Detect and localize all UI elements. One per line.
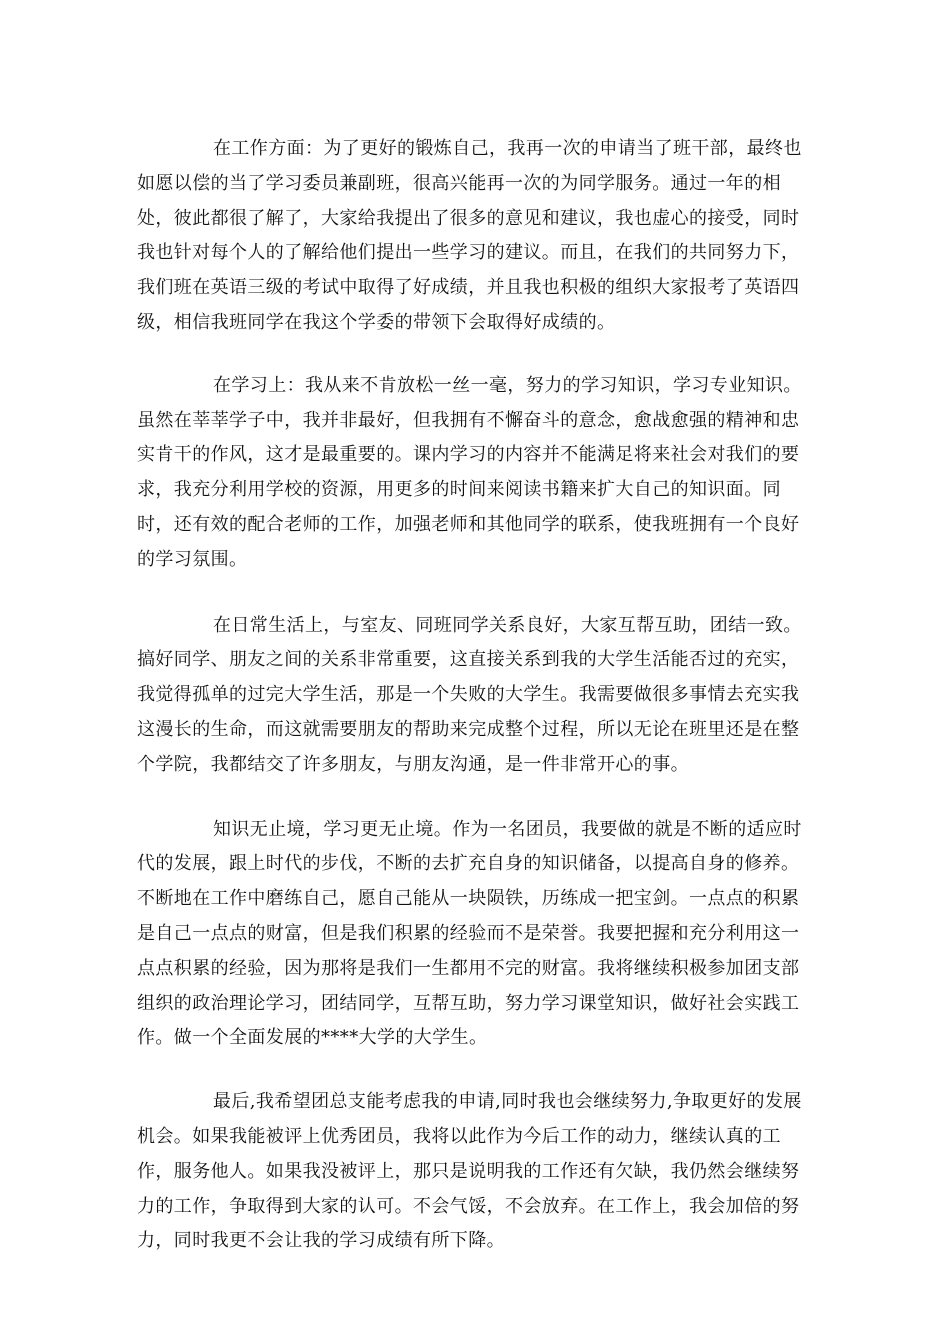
- paragraph-work: 在工作方面：为了更好的锻炼自己，我再一次的申请当了班干部，最终也如愿以偿的当了学习委员兼副班，很高兴能再一次的为同学服务。通过一年的相处，彼此都很了解了，大家给我提出了很多的意见和建议，我也虚心的接受，同时我也针对每个人的了解给他们提出一些学习的建议。而且，在我们的共同努力下，我们班在英语三级的考试中取得了好成绩，并且我也积极的组织大家报考了英语四级，相信我班同学在我这个学委的带领下会取得好成绩的。: [137, 138, 802, 333]
- paragraph-study: 在学习上：我从来不肯放松一丝一毫，努力的学习知识，学习专业知识。虽然在莘莘学子中，我并非最好，但我拥有不懈奋斗的意念，愈战愈强的精神和忠实肯干的作风，这才是最重要的。课内学习的内容并不能满足将来社会对我们的要求，我充分利用学校的资源，用更多的时间来阅读书籍来扩大自己的知识面。同时，还有效的配合老师的工作，加强老师和其他同学的联系，使我班拥有一个良好的学习氛围。: [137, 374, 802, 570]
- paragraph-knowledge: 知识无止境，学习更无止境。作为一名团员，我要做的就是不断的适应时代的发展，跟上时代的步伐，不断的去扩充自身的知识储备，以提高自身的修养。不断地在工作中磨练自己，愿自己能从一块陨铁，历练成一把宝剑。一点点的积累是自己一点点的财富，但是我们积累的经验而不是荣誉。我要把握和充分利用这一点点积累的经验，因为那将是我们一生都用不完的财富。我将继续积极参加团支部组织的政治理论学习，团结同学，互帮互助，努力学习课堂知识，做好社会实践工作。做一个全面发展的****大学的大学生。: [137, 818, 802, 1049]
- paragraph-conclusion: 最后,我希望团总支能考虑我的申请,同时我也会继续努力,争取更好的发展机会。如果我能被评上优秀团员，我将以此作为今后工作的动力，继续认真的工作，服务他人。如果我没被评上，那只是说明我的工作还有欠缺，我仍然会继续努力的工作，争取得到大家的认可。不会气馁，不会放弃。在工作上，我会加倍的努力，同时我更不会让我的学习成绩有所下降。: [137, 1091, 802, 1252]
- paragraph-daily-life: 在日常生活上，与室友、同班同学关系良好，大家互帮互助，团结一致。搞好同学、朋友之间的关系非常重要，这直接关系到我的大学生活能否过的充实，我觉得孤单的过完大学生活，那是一个失败的大学生。我需要做很多事情去充实我这漫长的生命，而这就需要朋友的帮助来完成整个过程，所以无论在班里还是在整个学院，我都结交了许多朋友，与朋友沟通，是一件非常开心的事。: [137, 614, 802, 775]
- document-body: [137, 132, 813, 1289]
